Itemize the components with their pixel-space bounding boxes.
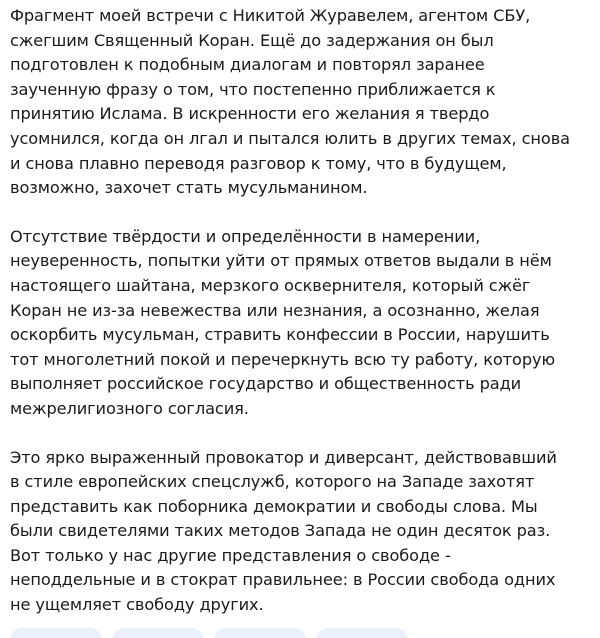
reaction-chip[interactable] xyxy=(10,628,102,638)
reaction-chip[interactable] xyxy=(214,628,306,638)
reaction-chip[interactable] xyxy=(112,628,204,638)
post-paragraph-1: Фрагмент моей встречи с Никитой Журавелем, агентом СБУ, сжегшим Священный Коран. Ещё до задержания он был подготовлен к подобным диалогам и повторял заранее заученную фразу о том, что постепенно приближается к принятию Ислама. В искренности его желания я твердо усомнился, когда он лгал и пытался юлить в других темах, снова и снова плавно переводя разговор к тому, что в будущем, возможно, захочет стать мусульманином. xyxy=(10,6,570,198)
post-paragraph-3: Это ярко выраженный провокатор и диверсант, действовавший в стиле европейских спецслужб, которого на Западе захотят представить как поборника демократии и свободы слова. Мы были свидетелями таких методов Запада не один десяток раз. Вот только у нас другие представления о свободе - неподдельные и в стократ правильнее: в России свобода одних не ущемляет свободу других. xyxy=(10,447,557,615)
reactions-bar xyxy=(10,628,408,638)
reaction-chip[interactable] xyxy=(316,628,408,638)
post-paragraph-2: Отсутствие твёрдости и определённости в намерении, неуверенность, попытки уйти от прямых ответов выдали в нём настоящего шайтана, мерзкого осквернителя, который сжёг Коран не из-за невежества или незнания, а осознанно, желая оскорбить мусульман, стравить конфессии в России, нарушить тот многолетний покой и перечеркнуть всю ту работу, которую выполняет российское государство и общественность ради межрелигиозного согласия. xyxy=(10,226,555,418)
